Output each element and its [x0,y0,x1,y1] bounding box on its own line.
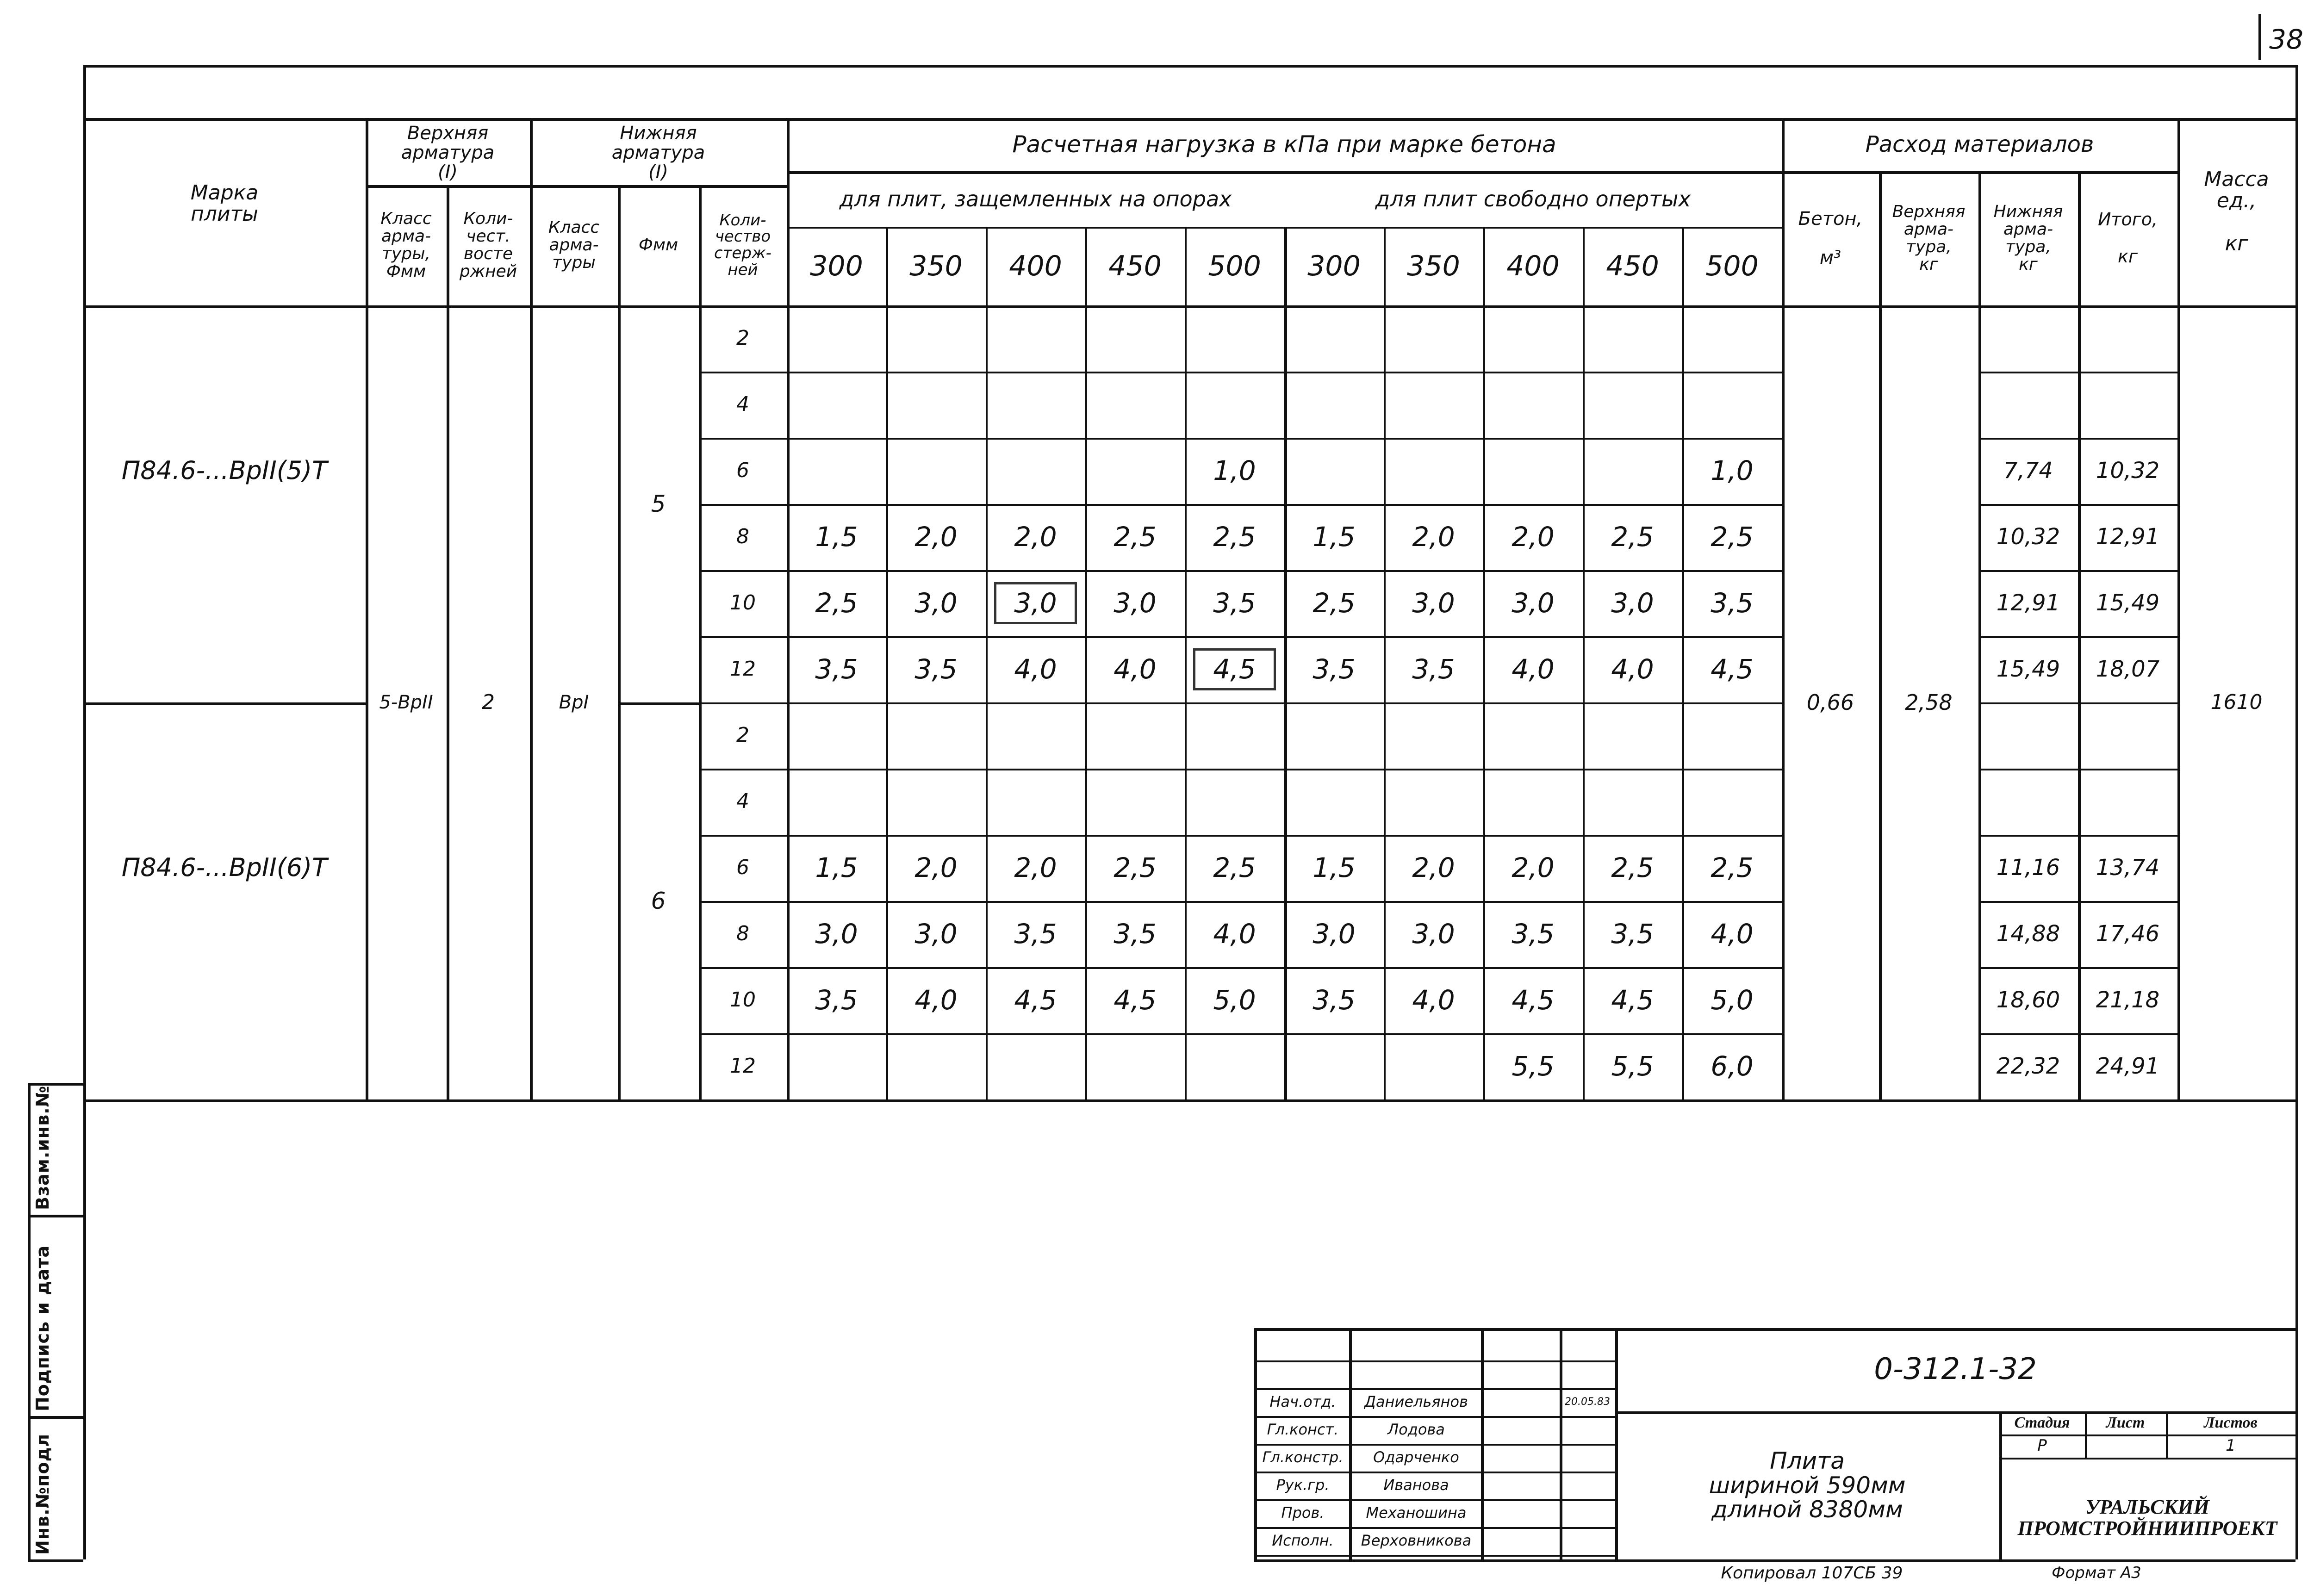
frame-right [2295,65,2298,1559]
mass-header: Масса ед., кг [2204,168,2269,255]
load-value [1682,702,1782,769]
lower-reinforcement-header: Нижняя арматура (I) [611,123,705,183]
load-value: 3,5 [1014,918,1057,950]
load-value: 2,5 [1711,521,1754,553]
upper-count-value: 2 [482,690,495,714]
product-title: Плита шириной 590мм длиной 8380мм [1709,1447,1906,1523]
replaced-inventory-label: Взам.инв.№ [32,1085,53,1210]
load-value [886,769,986,835]
load-value: 3,5 [815,653,858,685]
frame-top [83,65,2295,68]
load-value: 2,0 [914,521,958,553]
load-value [986,372,1085,438]
bar-count: 4 [736,789,749,814]
load-value: 2,5 [1611,852,1654,884]
signer-name: Механошина [1366,1504,1467,1522]
total-material-value [2078,702,2177,769]
load-value: 3,0 [1412,918,1455,950]
load-value [986,438,1085,504]
title-block-row [1254,1555,1615,1557]
upper-class-header: Класс арма- туры, Фмм [380,209,432,281]
load-value [886,1033,986,1099]
signer-date: 20.05.83 [1565,1396,1610,1408]
load-value: 2,0 [1412,521,1455,553]
load-value: 5,5 [1512,1050,1555,1082]
load-value [886,372,986,438]
lower-diameter-2: 6 [651,887,666,914]
slab-mark-2: П84.6-...ВрII(6)Т [121,853,328,882]
total-material-value: 13,74 [2096,855,2160,881]
load-value: 4,5 [1113,984,1157,1016]
page-number: 38 [2269,23,2303,55]
upper-material-value: 2,58 [1905,689,1953,715]
load-value [1384,702,1483,769]
load-value: 3,5 [1113,918,1157,950]
load-value: 4,5 [1185,636,1284,702]
load-value: 2,5 [1113,852,1157,884]
signer-name: Лодова [1387,1421,1445,1439]
load-value [986,1033,1085,1099]
load-value: 4,0 [1711,918,1754,950]
lower-diameter-header: Фмм [638,236,678,255]
bar-count: 10 [730,988,756,1012]
concrete-grade-350: 350 [1407,249,1460,282]
copier-note: Копировал 107СБ 39 [1721,1564,1903,1583]
highlight-box [994,582,1077,624]
lower-diameter-1: 5 [651,490,666,517]
lower-class-value: ВрI [559,692,589,713]
inventory-number-label: Инв.№подл [32,1433,53,1555]
concrete-header: Бетон, м³ [1798,208,1863,268]
load-value [1483,305,1583,372]
load-value: 2,0 [1014,521,1057,553]
load-value [1085,769,1185,835]
load-value: 3,0 [914,918,958,950]
total-material-header: Итого, кг [2097,209,2158,267]
lower-material-value: 18,60 [1996,987,2060,1013]
load-value: 5,0 [1213,984,1256,1016]
concrete-grade-500: 500 [1208,249,1261,282]
stage-label: Стадия [2014,1414,2070,1432]
load-value: 1,0 [1711,455,1754,487]
load-value [1483,372,1583,438]
concrete-grade-300: 300 [1307,249,1361,282]
load-value [1384,1033,1483,1099]
side-stamp-line [28,1559,83,1562]
signer-name: Даниельянов [1364,1393,1468,1411]
load-value: 1,5 [815,521,858,553]
load-value [1284,438,1384,504]
load-value: 4,5 [1014,984,1057,1016]
upper-count-header: Коли- чест. восте ржней [459,209,517,281]
load-value [1085,438,1185,504]
signer-role: Гл.констр. [1262,1448,1344,1466]
mark-column-header: Марка плиты [190,180,259,226]
load-value: 4,0 [1611,653,1654,685]
total-material-value [2078,769,2177,835]
load-value: 2,5 [1611,521,1654,553]
load-value: 3,5 [1611,918,1654,950]
load-value: 4,5 [1711,653,1754,685]
table-bottom [83,1099,2295,1102]
load-value [787,372,886,438]
load-value [787,769,886,835]
load-value: 3,5 [1711,587,1754,619]
load-value: 3,0 [1512,587,1555,619]
side-stamp-line [28,1416,83,1419]
lower-material-value [1978,305,2078,372]
load-value [1682,769,1782,835]
signer-name: Одарченко [1373,1448,1459,1466]
load-value [1284,769,1384,835]
load-value [1185,769,1284,835]
total-material-value: 10,32 [2096,458,2160,484]
load-value [1185,372,1284,438]
side-stamp-line [83,1083,86,1559]
load-value: 4,5 [1512,984,1555,1016]
load-value: 3,0 [1412,587,1455,619]
lower-material-value: 12,91 [1996,590,2060,616]
load-value [1085,1033,1185,1099]
load-value: 2,5 [1213,521,1256,553]
concrete-grade-450: 450 [1606,249,1659,282]
col-line [1879,171,1882,1099]
load-value [1284,372,1384,438]
load-value [787,438,886,504]
format-label: Формат А3 [2052,1564,2141,1583]
side-stamp-line [28,1215,83,1217]
load-value: 2,0 [1412,852,1455,884]
load-value [787,305,886,372]
total-material-value [2078,305,2177,372]
load-value [1682,372,1782,438]
signer-role: Гл.конст. [1267,1421,1339,1439]
load-value [1185,702,1284,769]
lower-material-value: 22,32 [1996,1053,2060,1080]
load-value: 6,0 [1711,1050,1754,1082]
load-value [1085,372,1185,438]
total-material-value: 12,91 [2096,524,2160,550]
load-value: 2,5 [1711,852,1754,884]
load-value [1682,305,1782,372]
load-value: 4,0 [1412,984,1455,1016]
load-value: 2,5 [815,587,858,619]
signer-role: Пров. [1281,1504,1325,1522]
load-value: 2,0 [1512,521,1555,553]
mass-value: 1610 [2210,690,2263,714]
lower-material-value: 10,32 [1996,524,2060,550]
signer-role: Нач.отд. [1269,1393,1336,1411]
upper-reinforcement-header: Верхняя арматура (I) [401,123,495,183]
bar-count: 10 [730,591,756,615]
stage-value: Р [2037,1436,2047,1455]
load-value [1583,305,1682,372]
load-value [886,702,986,769]
load-value [1583,438,1682,504]
load-value: 4,0 [1512,653,1555,685]
total-material-value: 18,07 [2096,656,2160,683]
bar-count: 8 [736,525,749,549]
bar-count: 2 [736,723,749,747]
lower-material-value: 15,49 [1996,656,2060,683]
load-value [787,1033,886,1099]
highlight-box [1193,648,1276,690]
load-value: 3,0 [986,570,1085,636]
bar-count: 12 [730,1054,756,1078]
group-divider [618,702,699,705]
load-value: 4,5 [1611,984,1654,1016]
load-value [1483,702,1583,769]
load-value: 5,0 [1711,984,1754,1016]
load-value: 3,0 [1313,918,1356,950]
lower-material-value: 11,16 [1996,855,2060,881]
load-value [986,702,1085,769]
total-material-value: 15,49 [2096,590,2160,616]
slab-mark-1: П84.6-...ВрII(5)Т [121,456,328,485]
total-material-value: 24,91 [2096,1053,2160,1080]
upper-material-header: Верхняя арма- тура, кг [1892,202,1966,274]
load-value: 4,0 [914,984,958,1016]
sheet-label: Лист [2106,1414,2145,1432]
bar-count: 6 [736,459,749,483]
bar-count: 4 [736,392,749,416]
lower-material-value: 14,88 [1996,921,2060,947]
side-stamp-line [28,1083,31,1559]
load-value: 4,0 [1113,653,1157,685]
load-value [1185,1033,1284,1099]
load-value: 2,5 [1113,521,1157,553]
load-value: 2,5 [1313,587,1356,619]
load-value: 3,0 [815,918,858,950]
load-value [986,769,1085,835]
organization-name: УРАЛЬСКИЙ ПРОМСТРОЙНИИПРОЕКТ [2017,1495,2277,1540]
load-value [1284,305,1384,372]
lower-material-value [1978,702,2078,769]
sheets-label: Листов [2204,1414,2258,1432]
load-value: 1,5 [1313,852,1356,884]
load-value [1085,305,1185,372]
upper-class-value: 5-ВрII [379,692,433,713]
free-header: для плит свободно опертых [1375,186,1691,211]
group-divider [83,702,366,705]
signer-name: Верховникова [1361,1532,1472,1550]
bar-count: 2 [736,326,749,350]
signer-role: Исполн. [1272,1532,1334,1550]
load-value [1384,305,1483,372]
load-value [1384,438,1483,504]
bar-count: 12 [730,657,756,681]
load-value [1284,1033,1384,1099]
load-value: 3,5 [1512,918,1555,950]
load-value [1583,372,1682,438]
load-value [1185,305,1284,372]
sheets-value: 1 [2226,1436,2236,1455]
load-value: 3,5 [1313,653,1356,685]
load-value: 1,5 [1313,521,1356,553]
signature-date-label: Подпись и дата [32,1245,53,1411]
load-value: 2,5 [1213,852,1256,884]
total-material-value: 17,46 [2096,921,2160,947]
concrete-grade-400: 400 [1506,249,1560,282]
clamped-header: для плит, защемленных на опорах [839,186,1232,211]
lower-count-header: Коли- чество стерж- ней [714,211,771,279]
load-value: 4,0 [1213,918,1256,950]
load-value: 2,0 [1512,852,1555,884]
load-value [1284,702,1384,769]
load-value: 1,0 [1213,455,1256,487]
bar-count: 8 [736,922,749,946]
load-value: 4,0 [1014,653,1057,685]
load-value [986,305,1085,372]
lower-material-value [1978,372,2078,438]
total-material-value [2078,372,2177,438]
lower-material-header: Нижняя арма- тура, кг [1993,202,2063,274]
concrete-grade-400: 400 [1009,249,1062,282]
signer-name: Иванова [1383,1476,1449,1494]
load-value [1384,769,1483,835]
load-value [886,305,986,372]
lower-material-value: 7,74 [2003,458,2053,484]
concrete-grade-350: 350 [909,249,963,282]
bar-count: 6 [736,856,749,880]
load-value: 3,5 [815,984,858,1016]
concrete-value: 0,66 [1806,689,1854,715]
load-value [1583,769,1682,835]
concrete-grade-300: 300 [810,249,863,282]
load-value [1483,438,1583,504]
total-material-value: 21,18 [2096,987,2160,1013]
load-value: 2,0 [1014,852,1057,884]
load-value: 3,5 [1213,587,1256,619]
load-value [1583,702,1682,769]
load-value: 5,5 [1611,1050,1654,1082]
load-header: Расчетная нагрузка в кПа при марке бетона [1012,131,1556,158]
load-value [886,438,986,504]
load-value: 3,0 [914,587,958,619]
document-code: 0-312.1-32 [1874,1352,2037,1387]
signer-role: Рук.гр. [1276,1476,1330,1494]
materials-header: Расход материалов [1865,131,2094,158]
page-number-divider [2258,14,2261,60]
load-value: 2,0 [914,852,958,884]
concrete-grade-450: 450 [1108,249,1162,282]
load-value [1483,769,1583,835]
load-value [1384,372,1483,438]
lower-class-header: Класс арма- туры [548,218,600,272]
load-value: 3,5 [914,653,958,685]
load-value [787,702,886,769]
load-value [1085,702,1185,769]
load-value: 3,5 [1412,653,1455,685]
load-value: 3,5 [1313,984,1356,1016]
title-block-row [1254,1360,1615,1362]
load-value: 3,0 [1113,587,1157,619]
load-value: 3,0 [1611,587,1654,619]
concrete-grade-500: 500 [1705,249,1759,282]
stage-row [1999,1458,2295,1459]
load-value: 1,5 [815,852,858,884]
lower-material-value [1978,769,2078,835]
